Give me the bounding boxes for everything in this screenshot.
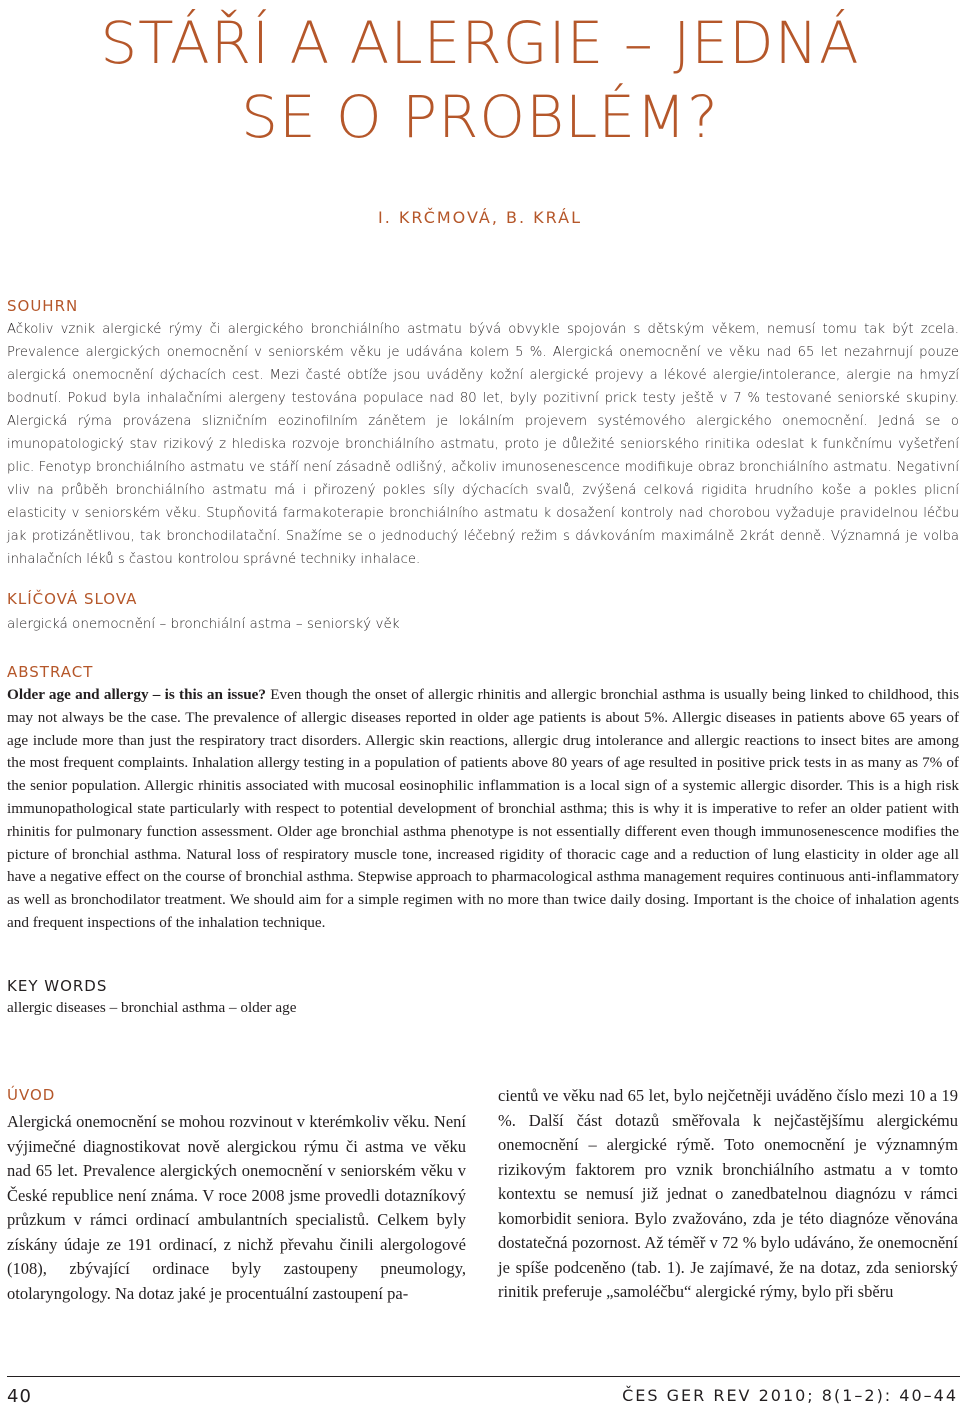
authors: I. KRČMOVÁ, B. KRÁL: [378, 208, 582, 227]
uvod-heading: ÚVOD: [7, 1086, 56, 1104]
article-title: [0, 6, 960, 154]
key-words-text: allergic diseases – bronchial asthma – older age: [7, 999, 297, 1016]
abstract-heading: ABSTRACT: [7, 663, 94, 681]
abstract-lead: Older age and allergy – is this an issue?: [7, 686, 267, 703]
souhrn-text: Ačkoliv vznik alergické rýmy či alergického bronchiálního astmatu bývá obvykle spojován s dětským věkem, nemusí tomu tak být zcela. Prevalence alergických onemocnění v seniorském věku je udávána kolem 5 %. Alergická onemocnění ve věku nad 65 let nezahrnují pouze alergická onemocnění dýchacích cest. Mezi časté obtíže jsou uváděny kožní alergické projevy a lékové alergie/intolerance, alergie na hmyzí bodnutí. Pokud byla inhalačními alergeny testována populace nad 80 let, byly pozitivní prick testy ještě v 7 % testované seniorské skupiny. Alergická rýma provázena slizničním eozinofilním zánětem je lokálním projevem systémového alergického onemocnění. Jedná se o imunopatologický stav rizikový z hlediska rozvoje bronchiálního astmatu, proto je důležité seniorského rinitika odeslat k funkčnímu vyšetření plic. Fenotyp bronchiálního astmatu ve stáří není zásadně odlišný, ačkoliv imunosenescence modifikuje obraz bronchiálního astmatu. Negativní vliv na průběh bronchiálního astmatu má i přirozený pokles síly dýchacích svalů, zvýšená celková rigidita hrudního koše a pokles plicní elasticity v seniorském věku. Stupňovitá farmakoterapie bronchiálního astmatu k dosažení kontroly nad chorobou vyžaduje pravidelnou léčbu jak protizánětlivou, tak bronchodilatační. Snažíme se o jednoduchý léčebný režim s dávkováním maximálně 2krát denně. Významná je volba inhalačních léků s častou kontrolou správné techniky inhalace.: [7, 322, 959, 567]
title-line-1: STÁŘÍ A ALERGIE – JEDNÁ: [100, 9, 860, 77]
klicova-slova-heading: KLÍČOVÁ SLOVA: [7, 590, 138, 608]
abstract-body: Even though the onset of allergic rhinitis and allergic bronchial asthma is usually being linked to childhood, this may not always be the case. The prevalence of allergic diseases reported in older age patients is about 5%. Allergic diseases in patients above 65 years of age include more than just the respiratory tract disorders. Allergic skin reactions, allergic drug intolerance and allergic reactions to insect bites are among the most frequent complaints. Inhalation allergy testing in a population of patients above 80 years of age resulted in positive prick tests in as many as 7% of the senior population. Allergic rhinitis associated with mucosal eosinophilic inflammation is a local sign of a systemic allergic disorder. This is a high risk immunopathological state particularly with respect to potential development of bronchial asthma; this is why it is imperative to refer an older patient with rhinitis for pulmonary function assessment. Older age bronchial asthma phenotype is not essentially different even though immunosenescence modifies the picture of bronchial asthma. Natural loss of respiratory muscle tone, increased rigidity of thoracic cage and a reduction of lung elasticity in older age all have a negative effect on the course of bronchial asthma. Stepwise approach to pharmacological asthma management requires continuous anti-inflammatory as well as bronchodilator treatment. We should aim for a simple regimen with no more than twice daily dosing. Important is the choice of inhalation agents and frequent inspections of the inhalation technique.: [7, 686, 959, 931]
uvod-column-2: cientů ve věku nad 65 let, bylo nejčetněji uváděno číslo mezi 10 a 19 %. Další část dotazů směřovala k nejčastějšímu alergickému onemocnění – alergické rýmě. Toto onemocnění je významným rizikovým faktorem pro vznik bronchiálního astmatu a v tomto kontextu se nemusí již jednat o zanedbatelnou diagnózu v rámci komorbidit seniora. Bylo zvažováno, zda je této diagnóze věnována dostatečná pozornost. Až téměř v 72 % bylo udáváno, že onemocnění je spíše podceněno (tab. 1). Je zajímavé, že na dotaz, zda seniorský rinitik preferuje „samoléčbu“ alergické rýmy, bylo při sběru: [498, 1086, 958, 1301]
klicova-slova-text: alergická onemocnění – bronchiální astma – seniorský věk: [7, 616, 400, 632]
footer-divider: [7, 1376, 960, 1377]
souhrn-heading: SOUHRN: [7, 297, 79, 315]
key-words-heading: KEY WORDS: [7, 977, 108, 995]
page-number: 40: [7, 1386, 32, 1407]
abstract-text: [7, 684, 959, 935]
title-line-2: SE O PROBLÉM?: [241, 83, 719, 151]
journal-citation: ČES GER REV 2010; 8(1–2): 40–44: [622, 1386, 958, 1405]
uvod-column-1: Alergická onemocnění se mohou rozvinout v kterémkoliv věku. Není výjimečné diagnostikovat nově alergickou rýmu či astma ve věku nad 65 let. Prevalence alergických onemocnění v seniorském věku v České republice není známa. V roce 2008 jsme provedli dotazníkový průzkum v rámci ordinací ambulantních specialistů. Celkem byly získány údaje ze 191 ordinací, z nichž převahu činili alergologové (108), zbývající ordinace byly zastoupeny pneumology, otolaryngology. Na dotaz jaké je procentuální zastoupení pa-: [7, 1112, 466, 1303]
